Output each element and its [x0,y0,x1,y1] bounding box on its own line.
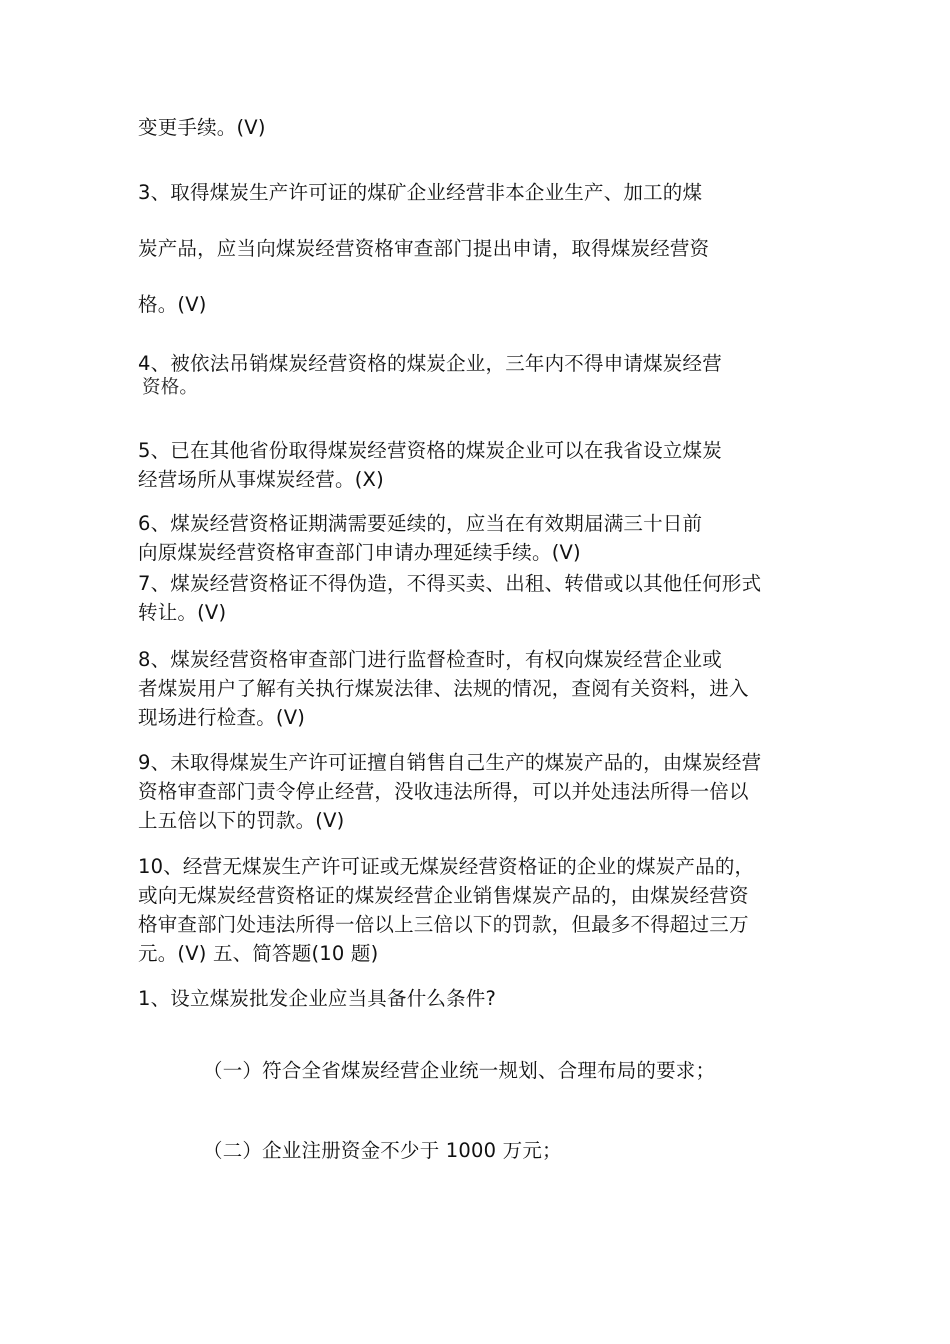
text-line-14: 者煤炭用户了解有关执行煤炭法律、法规的情况，查阅有关资料，进入 [138,677,749,700]
text-line-23: 1、设立煤炭批发企业应当具备什么条件? [138,987,497,1010]
text-line-18: 上五倍以下的罚款。(V) [138,809,345,832]
text-line-15: 现场进行检查。(V) [138,706,306,729]
text-line-21: 格审查部门处违法所得一倍以上三倍以下的罚款，但最多不得超过三万 [138,913,749,936]
text-line-1: 变更手续。(V) [138,116,266,139]
text-line-5: 4、被依法吊销煤炭经营资格的煤炭企业，三年内不得申请煤炭经营 [138,352,722,375]
text-line-3: 炭产品，应当向煤炭经营资格审查部门提出申请，取得煤炭经营资 [138,237,710,260]
text-line-7: 5、已在其他省份取得煤炭经营资格的煤炭企业可以在我省设立煤炭 [138,439,722,462]
text-line-22: 元。(V) 五、简答题(10 题) [138,942,379,965]
text-line-8: 经营场所从事煤炭经营。(X) [138,468,384,491]
text-line-16: 9、未取得煤炭生产许可证擅自销售自己生产的煤炭产品的，由煤炭经营 [138,751,762,774]
text-line-25: （二）企业注册资金不少于 1000 万元； [203,1139,562,1162]
text-line-10: 向原煤炭经营资格审查部门申请办理延续手续。(V) [138,541,581,564]
text-line-2: 3、取得煤炭生产许可证的煤矿企业经营非本企业生产、加工的煤 [138,181,703,204]
text-line-13: 8、煤炭经营资格审查部门进行监督检查时，有权向煤炭经营企业或 [138,648,722,671]
text-line-17: 资格审查部门责令停止经营，没收违法所得，可以并处违法所得一倍以 [138,780,749,803]
text-line-6: 资格。 [142,377,199,398]
text-line-12: 转让。(V) [138,601,227,624]
text-line-20: 或向无煤炭经营资格证的煤炭经营企业销售煤炭产品的，由煤炭经营资 [138,884,749,907]
text-line-9: 6、煤炭经营资格证期满需要延续的，应当在有效期届满三十日前 [138,512,703,535]
text-line-11: 7、煤炭经营资格证不得伪造，不得买卖、出租、转借或以其他任何形式 [138,572,762,595]
text-line-4: 格。(V) [138,293,207,316]
text-line-24: （一）符合全省煤炭经营企业统一规划、合理布局的要求； [203,1059,716,1082]
text-line-19: 10、经营无煤炭生产许可证或无煤炭经营资格证的企业的煤炭产品的， [138,855,755,878]
